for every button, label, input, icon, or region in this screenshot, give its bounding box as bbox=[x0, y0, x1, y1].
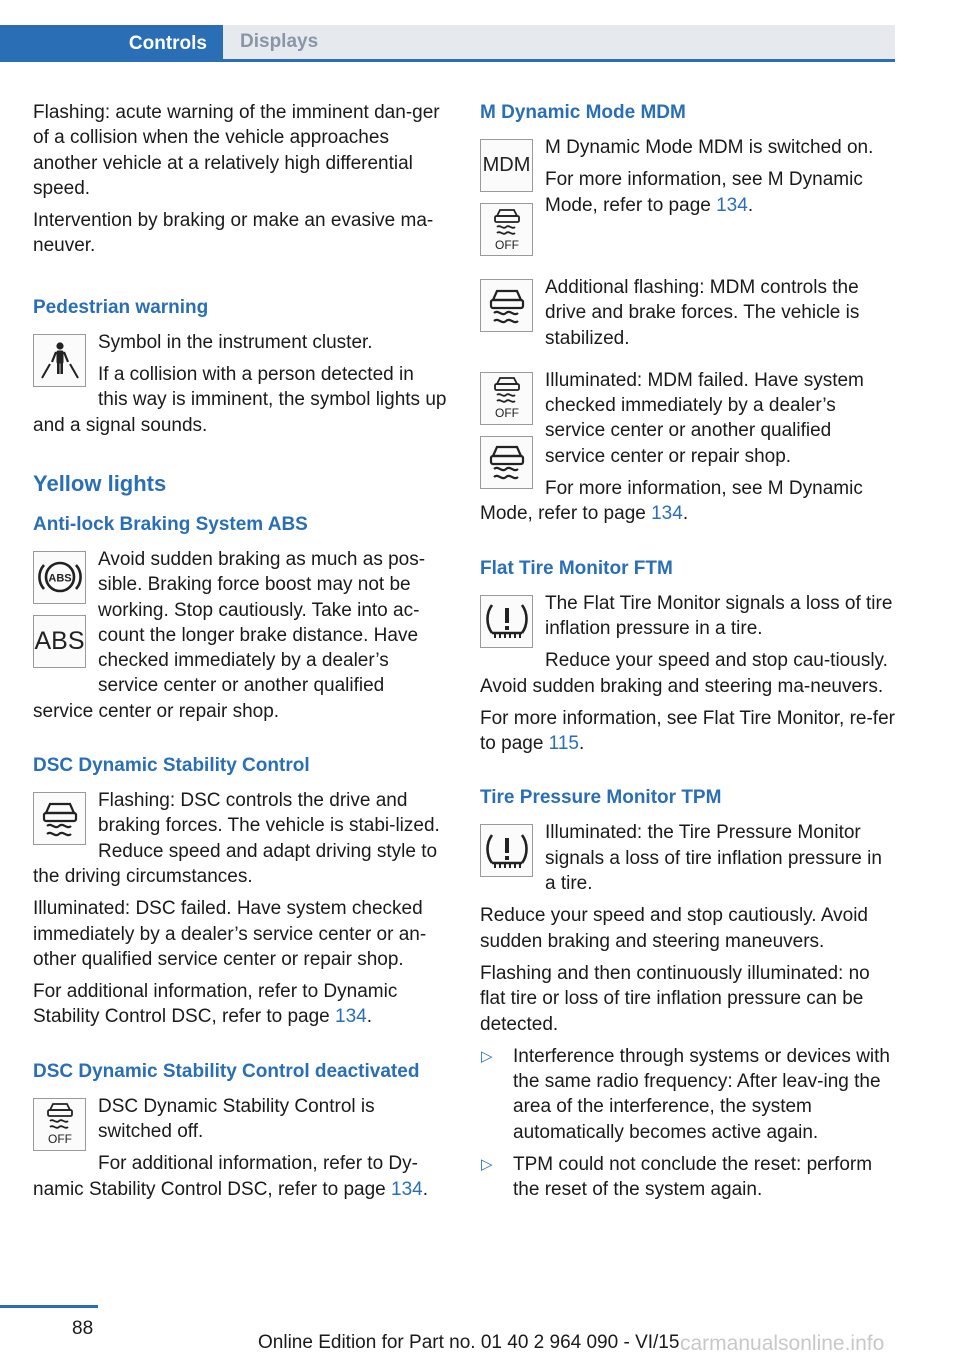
mdm-failed-off-icon bbox=[480, 372, 533, 425]
list-item: ▷ Interference through systems or devices with the same radio frequency: After leav‐ing the area of the interference, the system automatically becomes active again. bbox=[481, 1045, 891, 1143]
pedestrian-warning-text-2: If a collision with a person detected in this way is imminent, the symbol lights up and a signal sounds. bbox=[33, 364, 447, 436]
right-column bbox=[480, 100, 895, 1210]
mdm-off-icon bbox=[480, 203, 533, 256]
ftm-text-1: The Flat Tire Monitor signals a loss of tire inflation pressure in a tire. bbox=[545, 592, 893, 639]
pedestrian-warning-text-1: Symbol in the instrument cluster. bbox=[98, 331, 373, 353]
left-column bbox=[33, 100, 448, 1209]
mdm-heading: M Dynamic Mode MDM bbox=[480, 102, 686, 123]
mdm-text-4: Illuminated: MDM failed. Have system checked immediately by a dealer’s service center or another qualified service center or repair shop. bbox=[545, 369, 864, 467]
ftm-page-link[interactable]: 115 bbox=[548, 733, 579, 755]
mdm-car-skid-icon bbox=[480, 279, 533, 332]
mdm-failed-section bbox=[480, 368, 895, 534]
ftm-heading: Flat Tire Monitor FTM bbox=[480, 557, 673, 579]
mdm-section bbox=[480, 135, 895, 267]
tab-displays[interactable]: Displays bbox=[223, 25, 895, 59]
list-item: ▷ TPM could not conclude the reset: perform the reset of the system again. bbox=[481, 1154, 873, 1201]
mdm-text-3: Additional flashing: MDM controls the drive and brake forces. The vehicle is stabilized. bbox=[545, 277, 860, 349]
yellow-lights-heading: Yellow lights bbox=[33, 470, 167, 496]
tpm-warning-icon bbox=[480, 824, 533, 877]
mdm-text-1: M Dynamic Mode MDM is switched on. bbox=[545, 137, 874, 158]
dsc-page-link[interactable]: 134 bbox=[335, 1006, 367, 1028]
tpm-heading: Tire Pressure Monitor TPM bbox=[480, 787, 722, 809]
pedestrian-warning-icon bbox=[33, 334, 86, 387]
dsc-off-icon bbox=[33, 1098, 86, 1151]
tab-underline bbox=[223, 59, 895, 62]
pedestrian-warning-section bbox=[33, 330, 448, 445]
mdm-page-link-2[interactable]: 134 bbox=[651, 503, 683, 525]
abs-section bbox=[33, 547, 448, 731]
bullet-triangle-icon: ▷ bbox=[481, 1047, 493, 1065]
mdm-flashing-section bbox=[480, 275, 895, 358]
footer-rule bbox=[0, 1305, 98, 1308]
dsc-section bbox=[33, 788, 448, 896]
tpm-text-1: Illuminated: the Tire Pressure Monitor signals a loss of tire inflation pressure in a tire. bbox=[545, 822, 882, 895]
mdm-text-2: For more information, see M Dynamic Mode, refer to page 134. bbox=[545, 169, 863, 216]
tpm-text-2: Reduce your speed and stop cautiously. Avoid sudden braking and steering maneuvers. bbox=[480, 905, 868, 952]
tab-controls[interactable]: Controls bbox=[0, 25, 223, 62]
intro-paragraph-1: Flashing: acute warning of the imminent dan‐ger of a collision when the vehicle approaches another vehicle at a relatively high differential speed. bbox=[33, 102, 440, 199]
ftm-text-2: Reduce your speed and stop cau‐tiously. Avoid sudden braking and steering ma‐neuvers. bbox=[480, 650, 888, 697]
chapter-tabs bbox=[0, 25, 895, 62]
mdm-icon bbox=[480, 139, 533, 192]
tpm-section bbox=[480, 820, 895, 903]
mdm-text-5: For more information, see M Dynamic Mode, refer to page 134. bbox=[480, 478, 863, 525]
tire-warning-icon bbox=[480, 595, 533, 648]
dsc-heading: DSC Dynamic Stability Control bbox=[33, 755, 310, 777]
abs-circle-icon-label: ABS bbox=[47, 572, 72, 585]
ftm-section bbox=[480, 591, 895, 706]
mdm-page-link-1[interactable]: 134 bbox=[716, 194, 748, 216]
dsc-off-heading: DSC Dynamic Stability Control deactivated bbox=[33, 1060, 420, 1082]
dsc-off-icon-label: OFF bbox=[47, 1132, 72, 1147]
abs-text: Avoid sudden braking as much as pos‐sible. Braking force boost may not be working. Stop cautiously. Take into ac‐count the longer brake distance. Have checked immediately by a dealer’s service center or another qualified service center or repair shop. bbox=[33, 548, 426, 722]
intro-paragraph-2: Intervention by braking or make an evasive ma‐neuver. bbox=[33, 210, 434, 257]
watermark-text: carmanualsonline.info bbox=[680, 1332, 885, 1355]
mdm-icon-label: MDM bbox=[482, 154, 531, 176]
abs-text-icon-label: ABS bbox=[34, 626, 85, 655]
dsc-off-text-2: For additional information, refer to Dy‐namic Stability Control DSC, refer to page 134. bbox=[33, 1153, 428, 1200]
dsc-off-page-link[interactable]: 134 bbox=[391, 1178, 423, 1200]
dsc-text-3: For additional information, refer to Dynamic Stability Control DSC, refer to page 134. bbox=[33, 981, 398, 1028]
dsc-off-section bbox=[33, 1094, 448, 1209]
abs-heading: Anti-lock Braking System ABS bbox=[33, 513, 308, 535]
dsc-text-1: Flashing: DSC controls the drive and braking forces. The vehicle is stabi‐lized. Reduce speed and adapt driving style to the driving circumstances. bbox=[33, 790, 440, 887]
dsc-text-2: Illuminated: DSC failed. Have system checked immediately by a dealer’s service center or an‐other qualified service center or repair shop. bbox=[33, 898, 427, 970]
tpm-text-3: Flashing and then continuously illuminated: no flat tire or loss of tire inflation pressure can be detected. bbox=[480, 962, 870, 1035]
abs-text-icon bbox=[33, 615, 86, 668]
pedestrian-warning-heading: Pedestrian warning bbox=[33, 296, 209, 318]
bullet-triangle-icon: ▷ bbox=[481, 1156, 493, 1174]
mdm-failed-off-icon-label: OFF bbox=[494, 406, 519, 421]
edition-text: Online Edition for Part no. 01 40 2 964 090 - VI/15 bbox=[258, 1332, 680, 1353]
page-number: 88 bbox=[72, 1318, 94, 1339]
dsc-off-text-1: DSC Dynamic Stability Control is switched off. bbox=[98, 1095, 375, 1143]
mdm-failed-skid-icon bbox=[480, 436, 533, 489]
dsc-car-skid-icon bbox=[33, 792, 86, 845]
tpm-bullet-list bbox=[480, 1044, 895, 1203]
mdm-off-icon-label: OFF bbox=[494, 237, 519, 252]
ftm-text-3: For more information, see Flat Tire Monitor, re‐fer to page 115. bbox=[480, 707, 895, 755]
abs-circle-icon bbox=[33, 551, 86, 604]
